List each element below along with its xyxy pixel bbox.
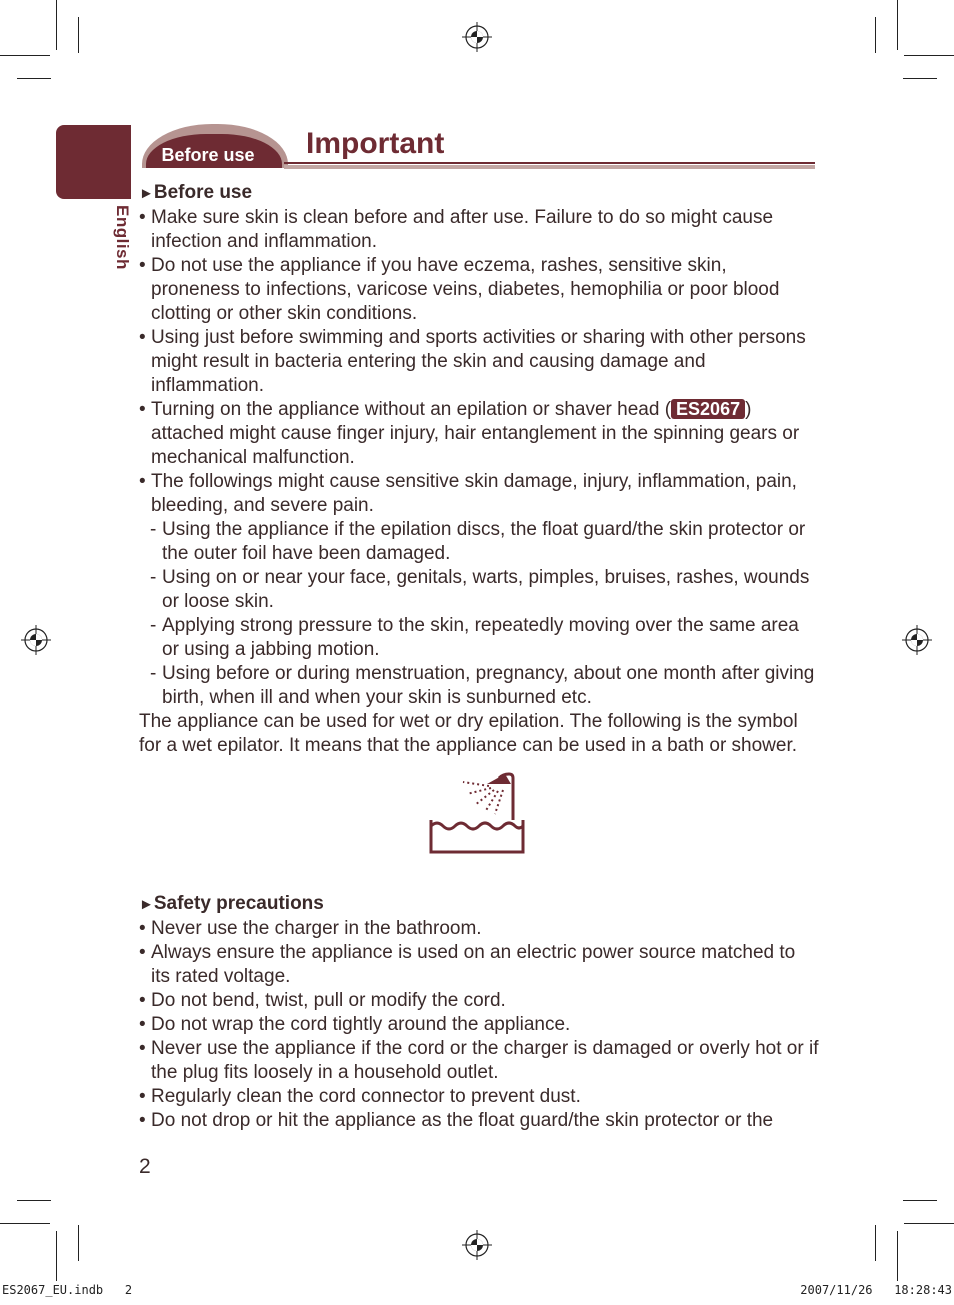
list-item — [139, 398, 819, 470]
heading-text: Safety precautions — [153, 893, 324, 914]
paragraph: The appliance can be used for wet or dry epilation. The following is the symbol for a wet epilator. It means that the appliance can be used in a bath or shower. — [139, 711, 798, 756]
crop-mark — [875, 1225, 876, 1261]
section-heading-safety — [139, 892, 819, 917]
crop-mark — [903, 1200, 937, 1201]
arrow-right-icon: ► — [139, 185, 154, 202]
crop-mark — [904, 1223, 954, 1224]
footer-timestamp: 2007/11/26 18:28:43 — [800, 1283, 952, 1297]
footer-file-info: ES2067_EU.indb 2 — [2, 1283, 133, 1297]
section-heading-before-use — [139, 181, 819, 206]
sub-list-item: - Applying strong pressure to the skin, repeatedly moving over the same area or using a jabbing motion. — [139, 614, 819, 662]
crop-mark — [78, 1225, 79, 1261]
crop-mark — [17, 1200, 51, 1201]
list-item: • Do not use the appliance if you have eczema, rashes, sensitive skin, proneness to infections, varicose veins, diabetes, hemophilia or poor blood clotting or other skin conditions. — [139, 254, 819, 326]
sub-list-item: - Using the appliance if the epilation discs, the float guard/the skin protector or the outer foil have been damaged. — [139, 518, 819, 566]
crop-mark — [897, 0, 898, 50]
main-content — [139, 181, 819, 1133]
list-item: • Do not wrap the cord tightly around the appliance. — [139, 1013, 819, 1037]
crop-mark — [903, 78, 937, 79]
shower-bath-icon — [427, 772, 527, 856]
list-item-text: ) attached might cause finger injury, hair entanglement in the spinning gears or mechanical malfunction. — [151, 399, 800, 468]
sub-list-item: - Using before or during menstruation, pregnancy, about one month after giving birth, when ill and when your skin is sunburned etc. — [139, 662, 819, 710]
crop-mark — [904, 55, 954, 56]
crop-mark — [0, 55, 50, 56]
crop-mark — [56, 1231, 57, 1281]
sub-list-item: - Using on or near your face, genitals, warts, pimples, bruises, rashes, wounds or loose skin. — [139, 566, 819, 614]
language-label: English — [113, 205, 132, 270]
list-item: • Never use the charger in the bathroom. — [139, 917, 819, 941]
section-label: Before use — [161, 145, 255, 165]
list-item: • Using just before swimming and sports activities or sharing with other persons might result in bacteria entering the skin and causing damage and inflammation. — [139, 326, 819, 398]
heading-text: Before use — [153, 182, 253, 203]
list-item: • Make sure skin is clean before and after use. Failure to do so might cause infection and inflammation. — [139, 206, 819, 254]
registration-mark-icon — [462, 1230, 492, 1260]
list-item-text: Turning on the appliance without an epilation or shaver head ( — [151, 399, 672, 420]
crop-mark — [875, 17, 876, 53]
header-rule — [284, 162, 815, 164]
crop-mark — [897, 1231, 898, 1281]
registration-mark-icon — [21, 625, 51, 655]
list-item: • Regularly clean the cord connector to prevent dust. — [139, 1085, 819, 1109]
registration-mark-icon — [462, 22, 492, 52]
crop-mark — [17, 78, 51, 79]
page-number: 2 — [139, 1155, 151, 1178]
list-item: • The followings might cause sensitive skin damage, injury, inflammation, pain, bleeding, and severe pain. — [139, 470, 819, 518]
list-item: • Do not bend, twist, pull or modify the cord. — [139, 989, 819, 1013]
crop-mark — [56, 0, 57, 50]
list-item: • Always ensure the appliance is used on an electric power source matched to its rated voltage. — [139, 941, 819, 989]
registration-mark-icon — [902, 625, 932, 655]
wet-symbol-area — [139, 758, 819, 892]
side-tab — [56, 125, 131, 199]
list-item: • Do not drop or hit the appliance as the float guard/the skin protector or the — [139, 1109, 819, 1133]
list-item: • Never use the appliance if the cord or the charger is damaged or overly hot or if the plug fits loosely in a household outlet. — [139, 1037, 819, 1085]
arrow-right-icon: ► — [139, 896, 154, 913]
model-badge: ES2067 — [671, 399, 745, 419]
crop-mark — [0, 1223, 50, 1224]
crop-mark — [78, 17, 79, 53]
header-rule-light — [284, 165, 815, 169]
page-title: Important — [306, 127, 445, 160]
